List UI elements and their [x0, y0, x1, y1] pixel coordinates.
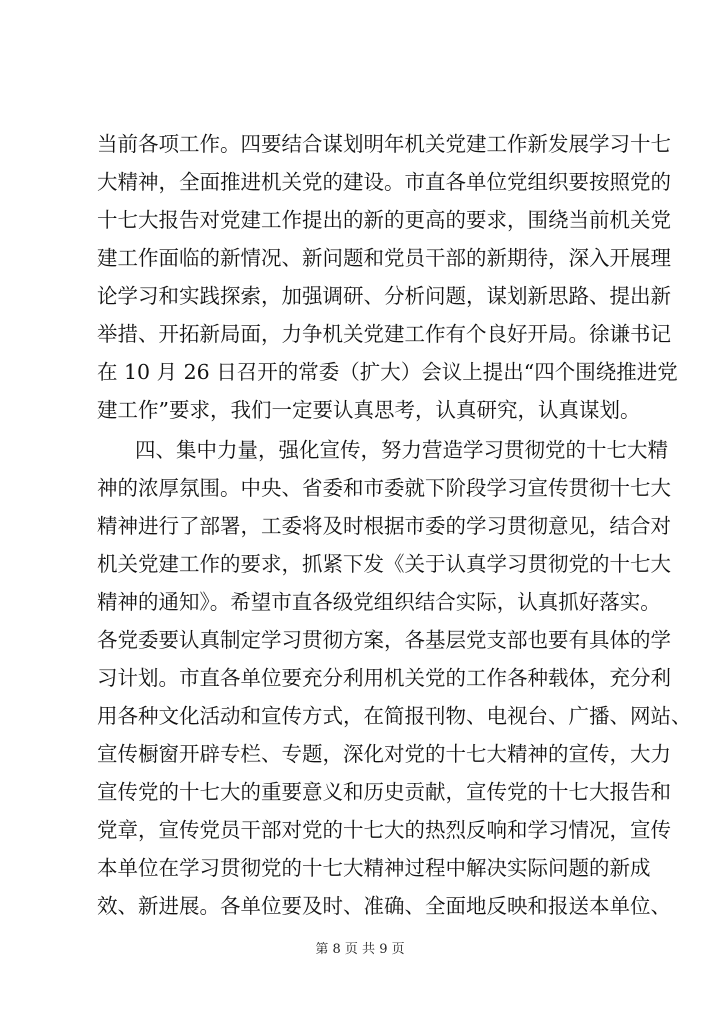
text-line: 习计划。市直各单位要充分利用机关党的工作各种载体，充分利 [97, 666, 671, 690]
text-line: 各党委要认真制定学习贯彻方案，各基层党支部也要有具体的学 [97, 628, 671, 652]
text-line: 神的浓厚氛围。中央、省委和市委就下阶段学习宣传贯彻十七大 [97, 476, 671, 500]
text-line: 效、新进展。各单位要及时、准确、全面地反映和报送本单位、 [97, 894, 671, 918]
text-line: 当前各项工作。四要结合谋划明年机关党建工作新发展学习十七 [97, 132, 671, 156]
text-line: 论学习和实践探索，加强调研、分析问题，谋划新思路、提出新 [97, 284, 671, 308]
text-line: 在 10 月 26 日召开的常委（扩大）会议上提出“四个围绕推进党 [97, 360, 678, 384]
text-line: 举措、开拓新局面，力争机关党建工作有个良好开局。徐谦书记 [97, 322, 671, 346]
text-line: 宣传党的十七大的重要意义和历史贡献，宣传党的十七大报告和 [97, 780, 671, 804]
text-line: 机关党建工作的要求，抓紧下发《关于认真学习贯彻党的十七大 [97, 552, 671, 576]
text-line: 本单位在学习贯彻党的十七大精神过程中解决实际问题的新成 [97, 856, 651, 880]
text-line: 精神进行了部署，工委将及时根据市委的学习贯彻意见，结合对 [97, 514, 671, 538]
text-line: 建工作面临的新情况、新问题和党员干部的新期待，深入开展理 [97, 246, 671, 270]
text-line: 宣传橱窗开辟专栏、专题，深化对党的十七大精神的宣传，大力 [97, 742, 671, 766]
paragraph-first-line: 四、集中力量，强化宣传，努力营造学习贯彻党的十七大精 [135, 438, 668, 462]
text-line: 精神的通知》。希望市直各级党组织结合实际，认真抓好落实。 [97, 590, 661, 614]
text-line: 十七大报告对党建工作提出的新的更高的要求，围绕当前机关党 [97, 208, 671, 232]
text-line: 大精神，全面推进机关党的建设。市直各单位党组织要按照党的 [97, 170, 671, 194]
paragraph-last-line: 建工作”要求，我们一定要认真思考，认真研究，认真谋划。 [97, 398, 641, 422]
text-line: 用各种文化活动和宣传方式，在简报刊物、电视台、广播、网站、 [97, 704, 692, 728]
text-line: 党章，宣传党员干部对党的十七大的热烈反响和学习情况，宣传 [97, 818, 671, 842]
page-footer: 第 8 页 共 9 页 [315, 942, 405, 957]
